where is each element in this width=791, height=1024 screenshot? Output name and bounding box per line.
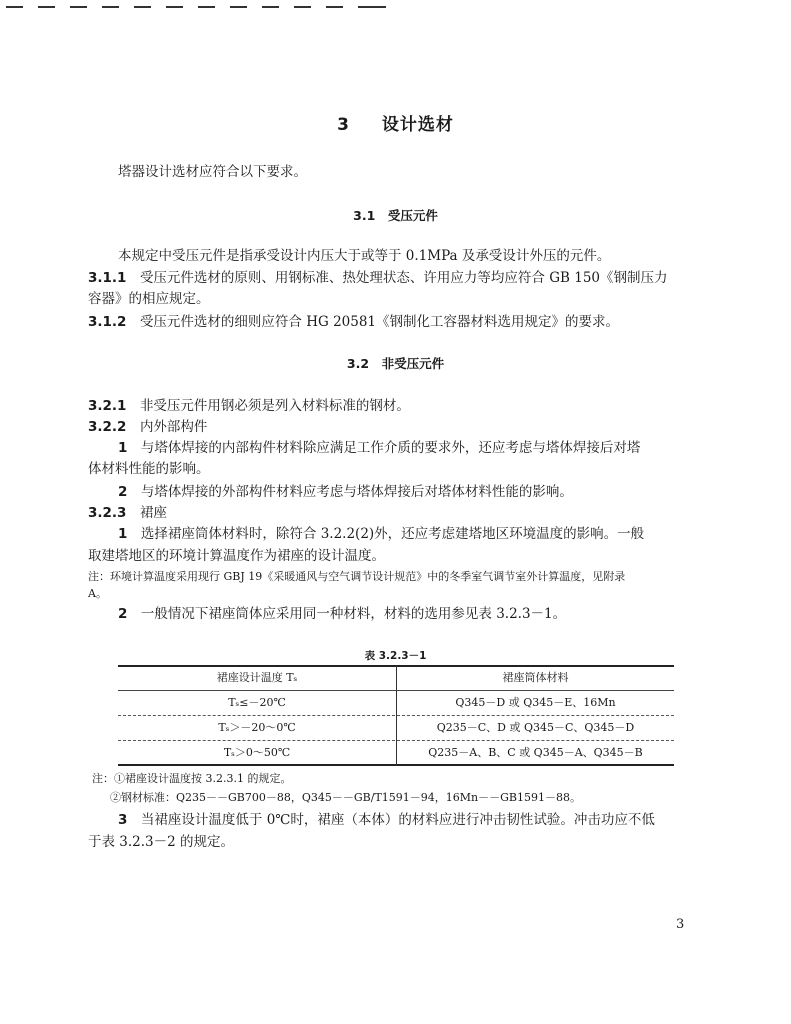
clause-number: 3.1.1 (88, 270, 127, 286)
item-3-2-3-1 (118, 524, 644, 544)
chapter-title (0, 110, 791, 135)
table-caption: 表 3.2.3－1 (364, 650, 427, 662)
clause-title: 裙座 (139, 505, 167, 521)
clause-3-1-1-cont: 容器》的相应规定。 (88, 291, 210, 307)
chapter-heading: 设计选材 (381, 115, 454, 135)
header-dash-rule (0, 6, 400, 9)
clause-text: 非受压元件用钢必须是列入材料标准的钢材。 (139, 398, 410, 414)
table-note-1: 注：①裙座设计温度按 3.2.3.1 的规定。 (92, 772, 292, 785)
clause-3-1-2 (88, 312, 619, 332)
clause-number: 3.1.2 (88, 314, 127, 330)
page-number: 3 (676, 917, 685, 932)
item-number: 1 (118, 440, 128, 456)
item-number: 1 (118, 526, 128, 542)
clause-3-1-1 (88, 268, 668, 288)
clause-3-2-2 (88, 417, 207, 437)
table-cell: Q345－D 或 Q345－E、16Mn (455, 696, 616, 709)
item-number: 2 (118, 484, 128, 500)
item-number: 2 (118, 606, 128, 622)
item-text: 当裙座设计温度低于 0℃时，裙座（本体）的材料应进行冲击韧性试验。冲击功应不低 (140, 812, 655, 828)
intro-text: 塔器设计选材应符合以下要求。 (118, 164, 307, 180)
table-cell: Q235－C、D 或 Q345－C、Q345－D (436, 721, 635, 734)
definition-text: 本规定中受压元件是指承受设计内压大于或等于 0.1MPa 及承受设计外压的元件。 (118, 248, 611, 264)
skirt-material-table (118, 665, 674, 766)
table-cell: Tₛ＞－20～0℃ (218, 721, 296, 734)
item-number: 3 (118, 812, 128, 828)
item-text: 选择裙座筒体材料时，除符合 3.2.2(2)外，还应考虑建塔地区环境温度的影响。一般 (140, 526, 645, 542)
item-3-2-3-2 (118, 604, 566, 624)
clause-number: 3.2.2 (88, 419, 127, 435)
clause-title: 内外部构件 (139, 419, 208, 435)
item-text: 与塔体焊接的内部构件材料除应满足工作介质的要求外，还应考虑与塔体焊接后对塔 (140, 440, 641, 456)
item-3-2-3-3-cont: 于表 3.2.3－2 的规定。 (88, 834, 235, 850)
chapter-number: 3 (337, 115, 350, 135)
table-header-cell: 裙座设计温度 Tₛ (216, 671, 298, 684)
table-note-2: ②钢材标准：Q235－－GB700－88，Q345－－GB/T1591－94，16Mn－－GB1591－88。 (110, 791, 582, 804)
item-3-2-3-1-cont: 取建塔地区的环境计算温度作为裙座的设计温度。 (88, 548, 385, 564)
clause-3-2-1 (88, 396, 410, 416)
clause-text: 受压元件选材的原则、用钢标准、热处理状态、许用应力等均应符合 GB 150《钢制压力 (139, 270, 668, 286)
temperature-note: 注：环境计算温度采用现行 GBJ 19《采暖通风与空气调节设计规范》中的冬季室气调节室外计算温度，见附录 (88, 570, 626, 583)
table-cell: Tₛ≤－20℃ (228, 696, 286, 709)
item-text: 与塔体焊接的外部构件材料应考虑与塔体焊接后对塔体材料性能的影响。 (140, 484, 573, 500)
table-header-cell: 裙座筒体材料 (502, 671, 569, 684)
item-3-2-2-2 (118, 482, 573, 502)
section-heading-3-1: 3.1 受压元件 (353, 208, 438, 223)
item-text: 一般情况下裙座筒体应采用同一种材料，材料的选用参见表 3.2.3－1。 (140, 606, 567, 622)
section-heading-3-2: 3.2 非受压元件 (346, 356, 445, 371)
clause-number: 3.2.1 (88, 398, 127, 414)
clause-3-2-3 (88, 503, 167, 523)
item-3-2-2-1-cont: 体材料性能的影响。 (88, 461, 210, 477)
temperature-note-cont: A。 (88, 587, 107, 600)
table-cell: Q235－A、B、C 或 Q345－A、Q345－B (428, 746, 643, 759)
clause-number: 3.2.3 (88, 505, 127, 521)
clause-text: 受压元件选材的细则应符合 HG 20581《钢制化工容器材料选用规定》的要求。 (139, 314, 620, 330)
table-cell: Tₛ＞0～50℃ (223, 746, 291, 759)
item-3-2-3-3 (118, 810, 655, 830)
item-3-2-2-1 (118, 438, 640, 458)
